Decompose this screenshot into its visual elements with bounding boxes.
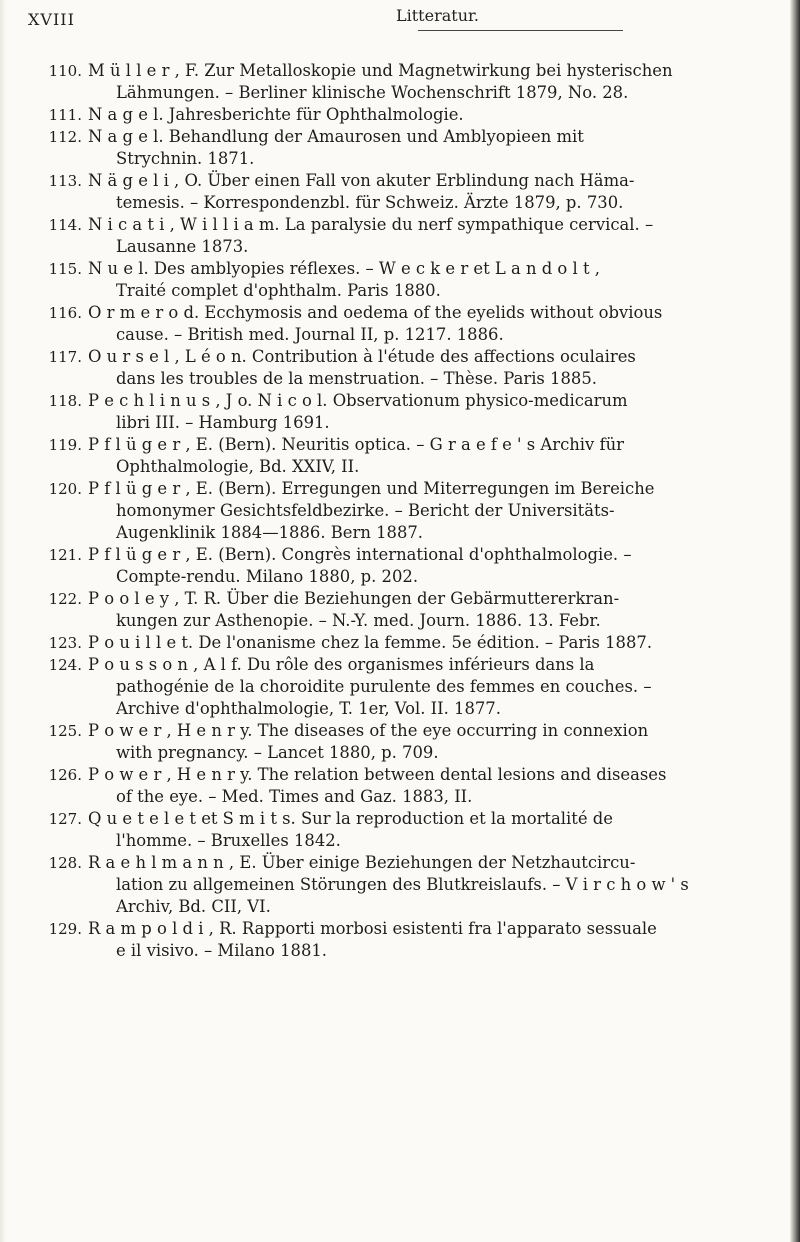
entry-text-continuation: Archive d'ophthalmologie, T. 1er, Vol. II. 1877. [116,699,501,718]
bibliography-entry [48,434,778,478]
entry-text-continuation: libri III. – Hamburg 1691. [116,413,330,432]
entry-text-continuation: Traité complet d'ophthalm. Paris 1880. [116,281,441,300]
entry-number: 118. [48,392,82,410]
entry-text: P o u s s o n , A l f. Du rôle des organismes inférieurs dans la [88,655,595,674]
entry-text: R a e h l m a n n , E. Über einige Beziehungen der Netzhautcircu- [88,853,636,872]
entry-number: 125. [48,722,82,740]
entry-text-continuation: Augenklinik 1884—1886. Bern 1887. [116,523,424,542]
entry-number: 114. [48,216,82,234]
entry-number: 110. [48,62,82,80]
entry-text-continuation: dans les troubles de la menstruation. – Thèse. Paris 1885. [116,369,597,388]
entry-number: 123. [48,634,82,652]
running-title: Litteratur. [396,6,479,25]
entry-text-continuation: kungen zur Asthenopie. – N.-Y. med. Journ. 1886. 13. Febr. [116,611,601,630]
bibliography-entry [48,918,778,962]
entry-text: P o w e r , H e n r y. The relation between dental lesions and diseases [88,765,667,784]
entry-number: 126. [48,766,82,784]
entry-text: O u r s e l , L é o n. Contribution à l'étude des affections oculaires [88,347,636,366]
entry-number: 116. [48,304,82,322]
entry-text-continuation: Archiv, Bd. CII, VI. [116,897,271,916]
bibliography-entry [48,258,778,302]
entry-text: N ä g e l i , O. Über einen Fall von akuter Erblindung nach Häma- [88,171,635,190]
entry-number: 112. [48,128,82,146]
entry-text: N a g e l. Behandlung der Amaurosen und Amblyopieen mit [88,127,584,146]
entry-text: Q u e t e l e t et S m i t s. Sur la reproduction et la mortalité de [88,809,613,828]
bibliography-entry [48,478,778,544]
book-spine-shadow [790,0,800,1242]
entry-text-continuation: l'homme. – Bruxelles 1842. [116,831,341,850]
bibliography-entry [48,60,778,104]
entry-text-continuation: Compte-rendu. Milano 1880, p. 202. [116,567,419,586]
entry-text-continuation: of the eye. – Med. Times and Gaz. 1883, II. [116,787,473,806]
bibliography-entry [48,588,778,632]
entry-text: M ü l l e r , F. Zur Metalloskopie und Magnetwirkung bei hysterischen [88,61,673,80]
entry-text: P f l ü g e r , E. (Bern). Erregungen und Miterregungen im Bereiche [88,479,655,498]
entry-text: R a m p o l d i , R. Rapporti morbosi esistenti fra l'apparato sessuale [88,919,657,938]
entry-number: 111. [48,106,82,124]
bibliography-entry [48,390,778,434]
bibliography-entry [48,852,778,918]
entry-text-continuation: e il visivo. – Milano 1881. [116,941,328,960]
entry-text: P f l ü g e r , E. (Bern). Neuritis optica. – G r a e f e ' s Archiv für [88,435,624,454]
entry-text-continuation: lation zu allgemeinen Störungen des Blutkreislaufs. – V i r c h o w ' s [116,875,689,894]
bibliography-entry [48,764,778,808]
entry-number: 124. [48,656,82,674]
bibliography-entry [48,214,778,258]
entry-number: 121. [48,546,82,564]
entry-text-continuation: Ophthalmologie, Bd. XXIV, II. [116,457,360,476]
bibliography-entry [48,720,778,764]
entry-number: 129. [48,920,82,938]
entry-number: 117. [48,348,82,366]
entry-text: N u e l. Des amblyopies réflexes. – W e c k e r et L a n d o l t , [88,259,600,278]
entry-text-continuation: Lausanne 1873. [116,237,249,256]
entry-text-continuation: cause. – British med. Journal II, p. 1217. 1886. [116,325,504,344]
entry-text: P o u i l l e t. De l'onanisme chez la femme. 5e édition. – Paris 1887. [88,633,653,652]
entry-number: 120. [48,480,82,498]
page-left-edge [0,0,6,1242]
entry-text: O r m e r o d. Ecchymosis and oedema of the eyelids without obvious [88,303,663,322]
bibliography-entry [48,632,778,654]
entry-number: 115. [48,260,82,278]
bibliography-entry [48,126,778,170]
entry-text-continuation: with pregnancy. – Lancet 1880, p. 709. [116,743,439,762]
bibliography-entry [48,544,778,588]
entry-text: N a g e l. Jahresberichte für Ophthalmologie. [88,105,464,124]
bibliography-list [48,60,778,962]
entry-text: P o w e r , H e n r y. The diseases of the eye occurring in connexion [88,721,649,740]
page-header [28,2,748,42]
entry-text: N i c a t i , W i l l i a m. La paralysie du nerf sympathique cervical. – [88,215,654,234]
bibliography-entry [48,104,778,126]
entry-number: 113. [48,172,82,190]
entry-text: P f l ü g e r , E. (Bern). Congrès international d'ophthalmologie. – [88,545,632,564]
bibliography-entry [48,346,778,390]
header-rule [418,30,623,31]
entry-number: 122. [48,590,82,608]
bibliography-entry [48,302,778,346]
entry-text-continuation: pathogénie de la choroidite purulente des femmes en couches. – [116,677,652,696]
page-number: XVIII [28,10,75,29]
entry-text: P o o l e y , T. R. Über die Beziehungen der Gebärmuttererkran- [88,589,620,608]
entry-text: P e c h l i n u s , J o. N i c o l. Observationum physico-medicarum [88,391,628,410]
entry-number: 127. [48,810,82,828]
entry-number: 128. [48,854,82,872]
entry-text-continuation: Lähmungen. – Berliner klinische Wochenschrift 1879, No. 28. [116,83,629,102]
entry-text-continuation: temesis. – Korrespondenzbl. für Schweiz. Ärzte 1879, p. 730. [116,193,624,212]
entry-number: 119. [48,436,82,454]
entry-text-continuation: Strychnin. 1871. [116,149,255,168]
bibliography-entry [48,808,778,852]
bibliography-entry [48,654,778,720]
bibliography-entry [48,170,778,214]
entry-text-continuation: homonymer Gesichtsfeldbezirke. – Bericht der Universitäts- [116,501,615,520]
